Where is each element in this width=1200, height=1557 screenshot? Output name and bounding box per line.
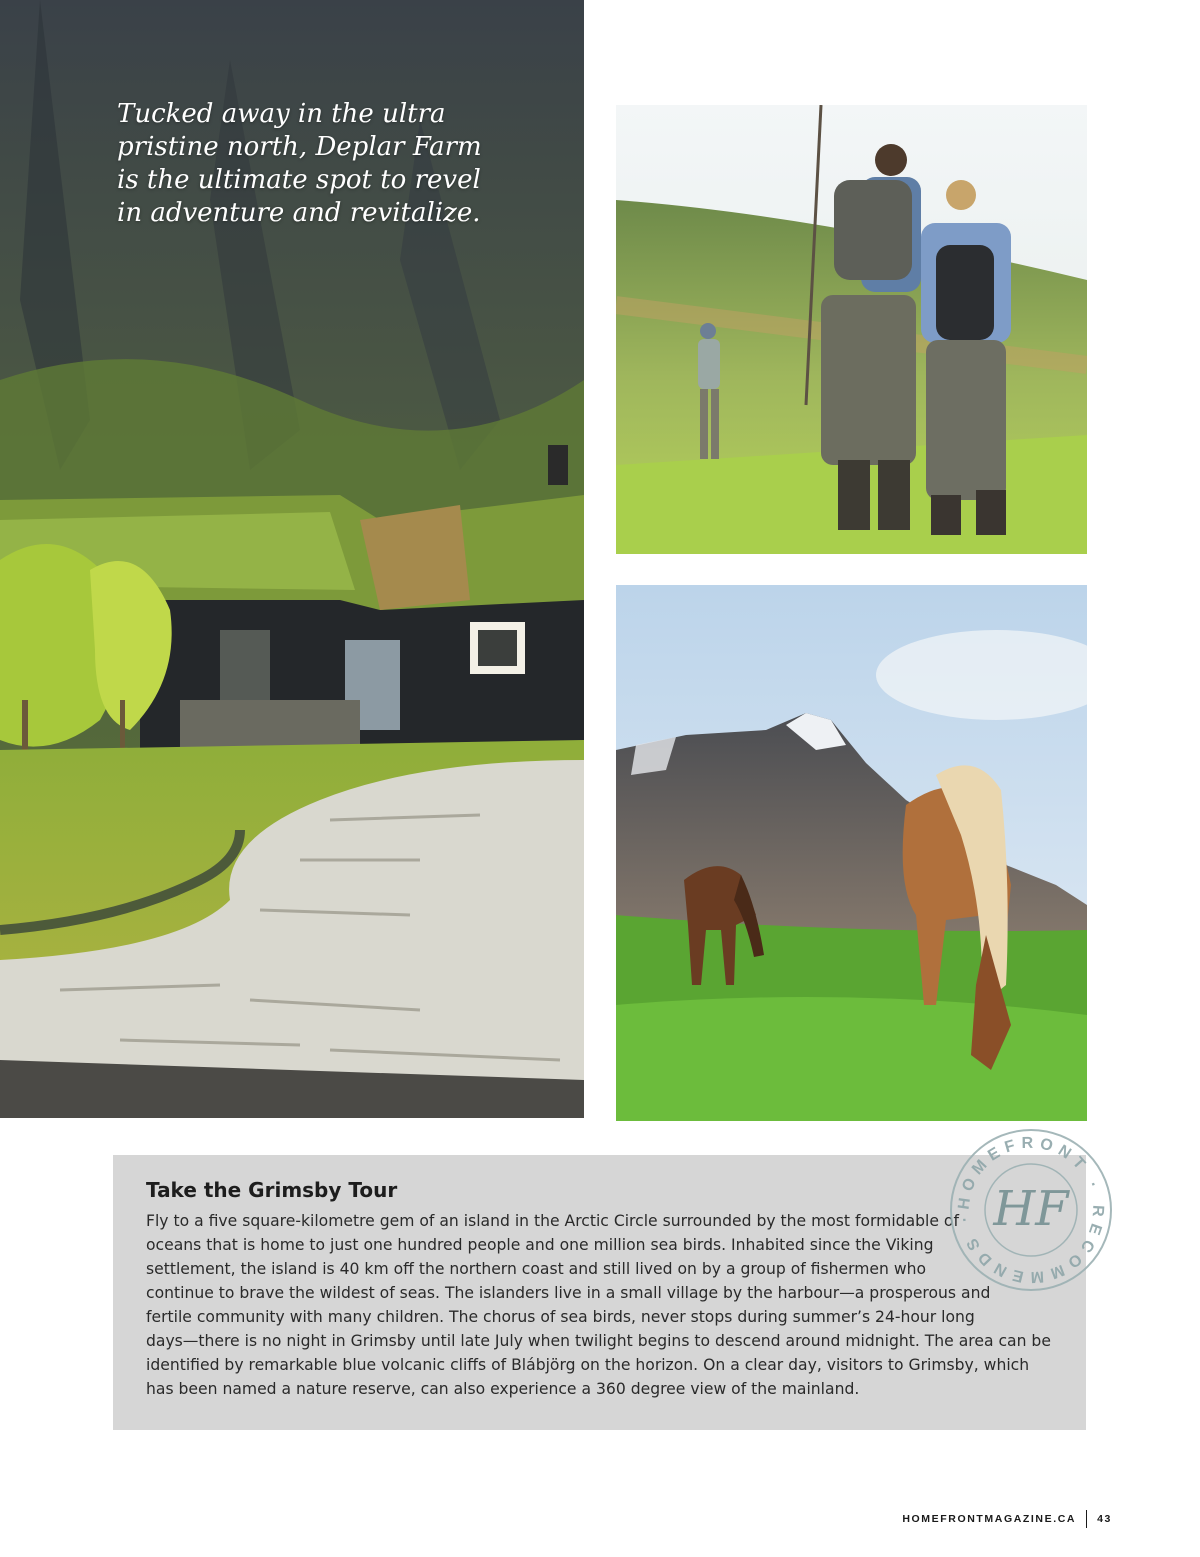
footer-site: HOMEFRONTMAGAZINE.CA xyxy=(902,1513,1077,1525)
footer-divider xyxy=(1086,1510,1087,1528)
page-number: 43 xyxy=(1097,1513,1112,1525)
photo-horses-grazing xyxy=(616,585,1087,1121)
seal-monogram: HF xyxy=(993,1181,1069,1237)
sidebar-body xyxy=(146,1209,1051,1401)
seal-ring-text: HOMEFRONT · RECOMMENDS · xyxy=(955,1134,1107,1286)
sidebar-title: Take the Grimsby Tour xyxy=(146,1178,398,1202)
grimsby-tour-sidebar xyxy=(113,1155,1086,1430)
page-footer xyxy=(902,1510,1112,1528)
sidebar-body-text: Fly to a five square-kilometre gem of an island in the Arctic Circle surrounded by the most formidable of oceans that is home to just one hundred people and one million sea birds. Inhabited since the Viking settlement, the island is 40 km off the northern coast and still lived on by a group of fishermen who continue to brave the wildest of seas. The islanders live in a small village by the harbour—a prosperous and fertile community with many children. The chorus of sea birds, never stops during summer’s 24-hour long days—there is no night in Grimsby until late July when twilight begins to descend around midnight. The area can be identified by remarkable blue volcanic cliffs of Blábjörg on the horizon. On a clear day, visitors to Grimsby, which has been named a nature reserve, can also experience a 360 degree view of the mainland. xyxy=(146,1212,1051,1398)
horses-illustration xyxy=(616,585,1087,1121)
photo-couple-fishing xyxy=(616,105,1087,554)
hero-photo-deplar-farm xyxy=(0,0,584,1118)
pull-quote: Tucked away in the ultra pristine north, Deplar Farm is the ultimate spot to revel in adventure and revitalize. xyxy=(117,99,482,228)
hikers-illustration xyxy=(616,105,1087,554)
homefront-recommends-seal xyxy=(946,1125,1116,1295)
